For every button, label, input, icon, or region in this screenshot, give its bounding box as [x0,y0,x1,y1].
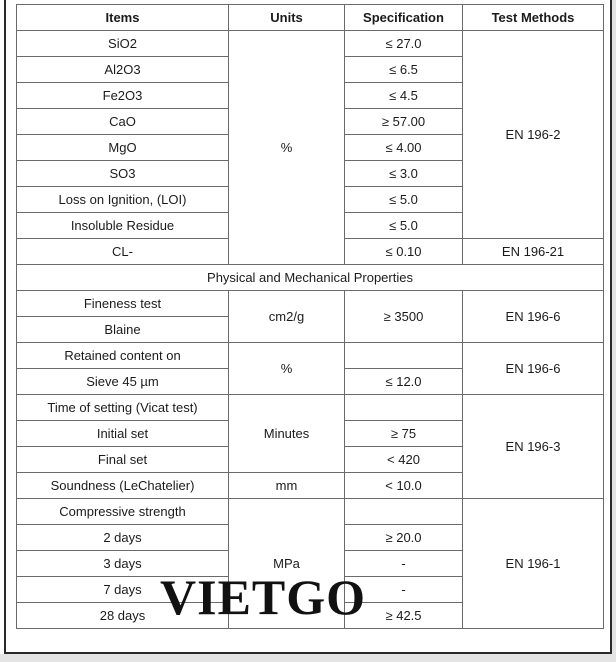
table-row [17,395,604,421]
item-cell: Sieve 45 µm [17,369,229,395]
item-cell: Fe2O3 [17,83,229,109]
unit-cell: mm [229,473,345,499]
spec-cell: ≥ 20.0 [345,525,463,551]
unit-cell: % [229,31,345,265]
spec-cell: ≥ 42.5 [345,603,463,629]
item-cell: Soundness (LeChatelier) [17,473,229,499]
header-test-methods: Test Methods [463,5,604,31]
spec-cell: < 420 [345,447,463,473]
item-cell: Blaine [17,317,229,343]
item-cell: Retained content on [17,343,229,369]
spec-cell: ≤ 3.0 [345,161,463,187]
item-cell: CL- [17,239,229,265]
spec-cell: ≤ 5.0 [345,187,463,213]
item-cell: 3 days [17,551,229,577]
item-cell: 28 days [17,603,229,629]
spec-cell: - [345,577,463,603]
table-row [17,31,604,57]
method-cell: EN 196-2 [463,31,604,239]
section-row [17,265,604,291]
spec-cell [345,395,463,421]
header-items: Items [17,5,229,31]
spec-cell: ≥ 3500 [345,291,463,343]
item-cell: SO3 [17,161,229,187]
unit-cell: % [229,343,345,395]
table-row [17,343,604,369]
table-row [17,499,604,525]
item-cell: Insoluble Residue [17,213,229,239]
spec-cell: ≥ 75 [345,421,463,447]
spec-cell: - [345,551,463,577]
spec-cell: ≤ 6.5 [345,57,463,83]
header-units: Units [229,5,345,31]
page-shadow-bottom [0,654,616,662]
unit-cell: Minutes [229,395,345,473]
item-cell: CaO [17,109,229,135]
item-cell: Final set [17,447,229,473]
method-cell: EN 196-6 [463,291,604,343]
specification-table [16,4,604,629]
item-cell: MgO [17,135,229,161]
method-cell: EN 196-21 [463,239,604,265]
item-cell: 2 days [17,525,229,551]
spec-cell: ≤ 27.0 [345,31,463,57]
method-cell: EN 196-6 [463,343,604,395]
table-row [17,291,604,317]
spec-cell: ≤ 12.0 [345,369,463,395]
spec-cell: ≤ 4.00 [345,135,463,161]
vietgo-watermark: VIETGO [160,569,367,625]
header-specification: Specification [345,5,463,31]
item-cell: Initial set [17,421,229,447]
item-cell: Compressive strength [17,499,229,525]
spec-cell: < 10.0 [345,473,463,499]
item-cell: 7 days [17,577,229,603]
spec-cell: ≥ 57.00 [345,109,463,135]
unit-cell: MPa [229,499,345,629]
method-cell: EN 196-3 [463,395,604,499]
spec-cell [345,499,463,525]
item-cell: Time of setting (Vicat test) [17,395,229,421]
item-cell: Fineness test [17,291,229,317]
spec-cell [345,343,463,369]
spec-cell: ≤ 0.10 [345,239,463,265]
spec-cell: ≤ 4.5 [345,83,463,109]
item-cell: SiO2 [17,31,229,57]
header-row [17,5,604,31]
item-cell: Loss on Ignition, (LOI) [17,187,229,213]
unit-cell: cm2/g [229,291,345,343]
item-cell: Al2O3 [17,57,229,83]
spec-cell: ≤ 5.0 [345,213,463,239]
section-title: Physical and Mechanical Properties [17,265,604,291]
method-cell: EN 196-1 [463,499,604,629]
